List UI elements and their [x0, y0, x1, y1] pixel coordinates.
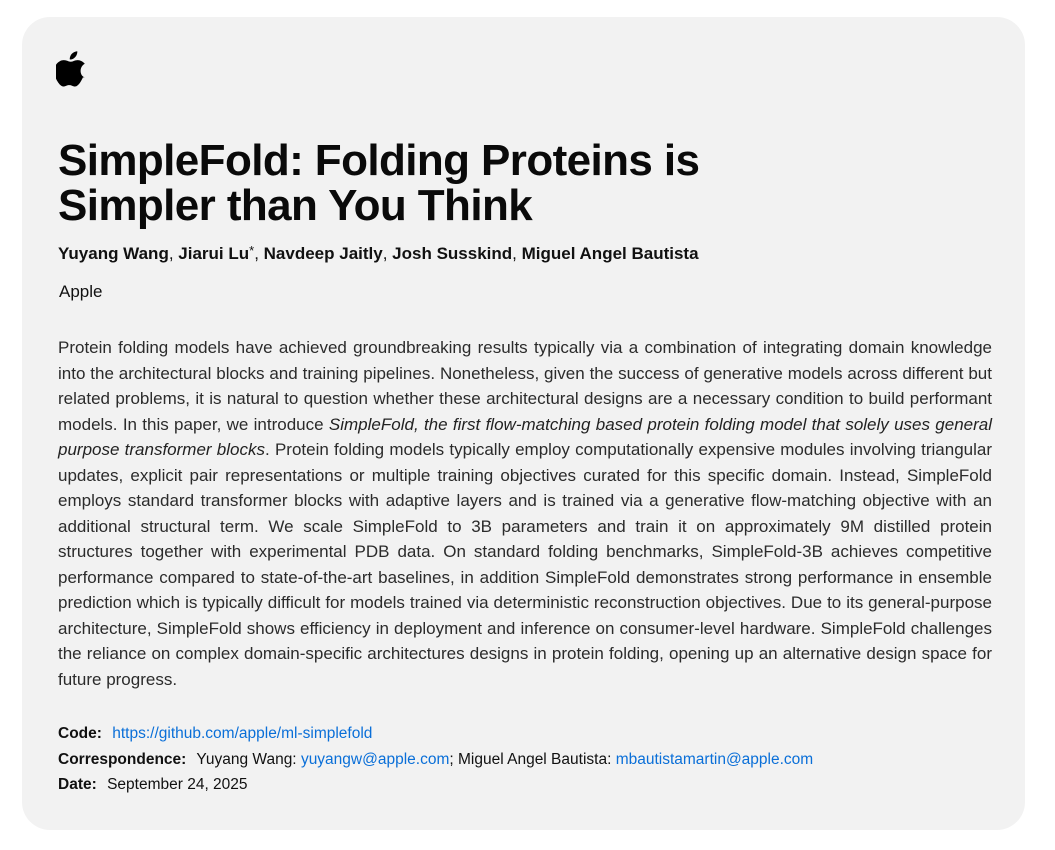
author-name: Jiarui Lu	[178, 244, 250, 263]
abstract	[58, 335, 992, 692]
date-line	[58, 774, 248, 796]
paper-title-line-2: Simpler than You Think	[58, 181, 533, 230]
corresponding-author-mark: *	[249, 243, 255, 258]
author-separator: ,	[254, 244, 264, 263]
paper-header-card	[22, 17, 1025, 830]
author-separator: ,	[512, 244, 522, 263]
author-separator: ,	[382, 244, 393, 263]
correspondence-name: Miguel Angel Bautista:	[458, 751, 612, 768]
paper-title-line-1: SimpleFold: Folding Proteins is	[58, 136, 700, 185]
code-line	[58, 723, 372, 745]
author-name: Yuyang Wang	[58, 244, 169, 263]
code-label: Code:	[58, 725, 102, 742]
author-name: Navdeep Jaitly	[263, 244, 383, 263]
date-value: September 24, 2025	[107, 776, 248, 793]
date-label: Date:	[58, 776, 97, 793]
author-separator: ,	[168, 244, 179, 263]
email-link[interactable]: yuyangw@apple.com	[300, 751, 450, 768]
email-link[interactable]: mbautistamartin@apple.com	[615, 751, 814, 768]
abstract-emphasis: SimpleFold, the first flow-matching based protein folding model that solely uses general purpose transformer blocks	[58, 414, 992, 459]
author-name: Miguel Angel Bautista	[521, 244, 699, 263]
code-link[interactable]: https://github.com/apple/ml-simplefold	[112, 725, 373, 742]
abstract-text: Protein folding models have achieved groundbreaking results typically via a combination of integrating domain knowledge into the architectural blocks and training pipelines. Nonetheless, given the success of generative models across different but related problems, it is natural to question whether these architectural designs are a necessary condition to build performant models. In this paper, we introduce	[58, 338, 992, 434]
author-name: Josh Susskind	[392, 244, 513, 263]
correspondence-name: Yuyang Wang:	[196, 751, 297, 768]
correspondence-separator: ;	[449, 751, 454, 768]
correspondence-label: Correspondence:	[58, 751, 187, 768]
author-list	[58, 243, 699, 265]
affiliation: Apple	[59, 282, 103, 301]
apple-logo-icon	[56, 49, 88, 89]
abstract-text: . Protein folding models typically employ computationally expensive modules involving triangular updates, explicit pair representations or multiple training objectives curated for this specific domain. Instead, SimpleFold employs standard transformer blocks with adaptive layers and is trained via a generative flow-matching objective with an additional structural term. We scale SimpleFold to 3B parameters and train it on approximately 9M distilled protein structures together with experimental PDB data. On standard folding benchmarks, SimpleFold-3B achieves competitive performance compared to state-of-the-art baselines, in addition SimpleFold demonstrates strong performance in ensemble prediction which is typically difficult for models trained via deterministic reconstruction objectives. Due to its general-purpose architecture, SimpleFold shows efficiency in deployment and inference on consumer-level hardware. SimpleFold challenges the reliance on complex domain-specific architectures designs in protein folding, opening up an alternative design space for future progress.	[58, 440, 992, 689]
paper-title	[58, 138, 758, 228]
correspondence-line	[58, 749, 813, 771]
